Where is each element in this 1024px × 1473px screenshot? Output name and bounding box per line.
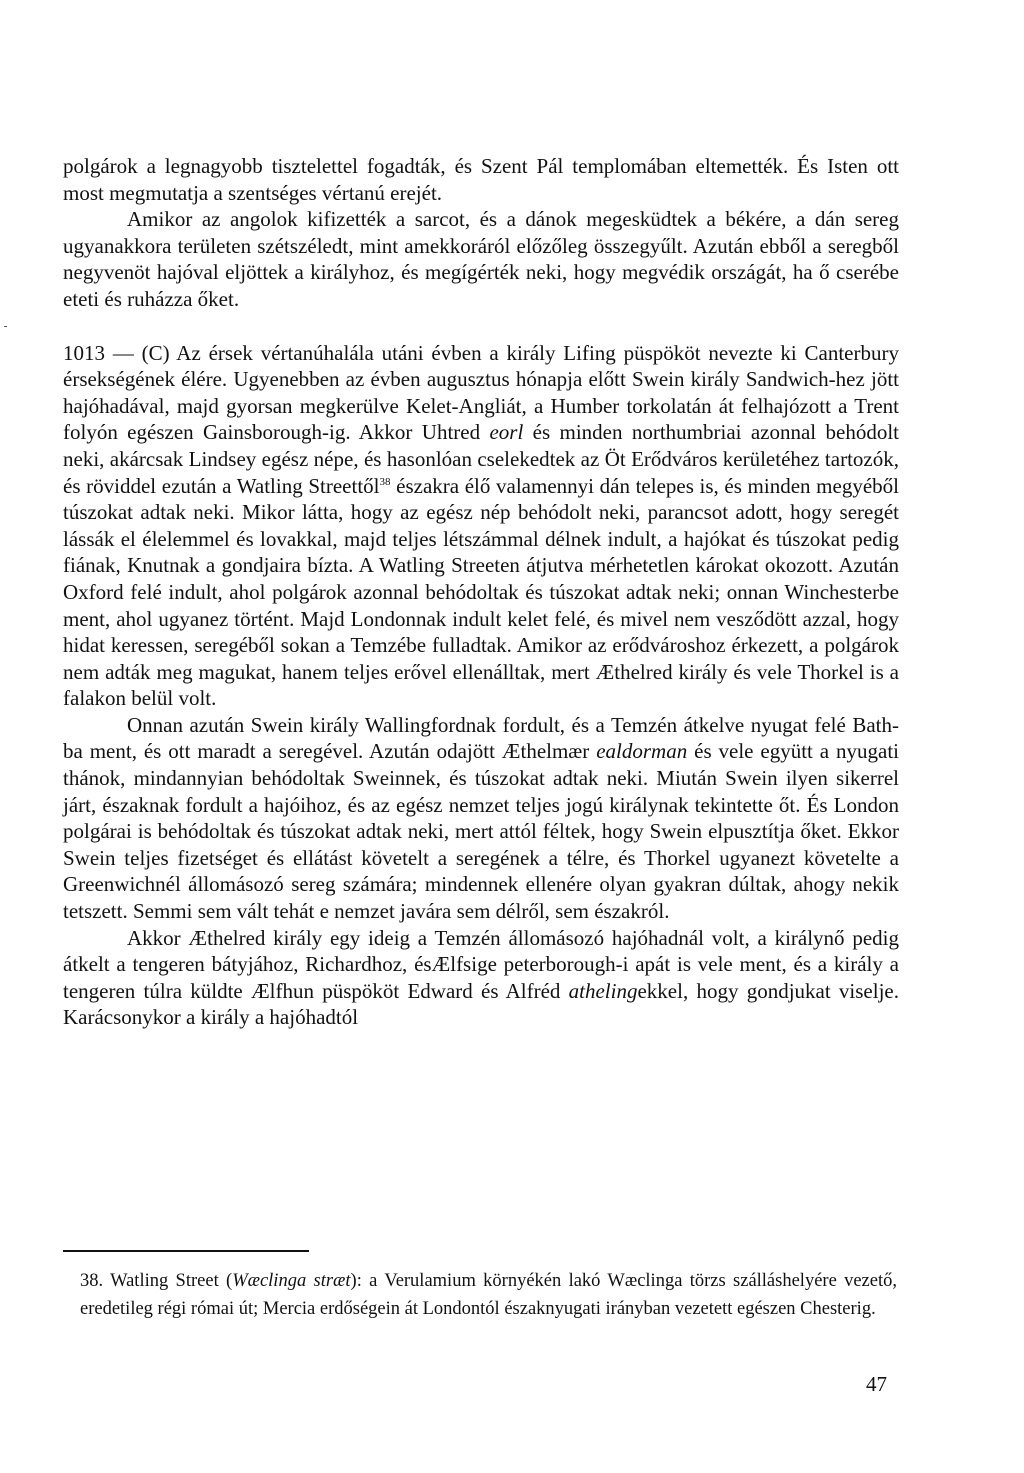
paragraph-5 [63,925,899,1031]
main-text [63,153,899,1031]
paragraph-1: polgárok a legnagyobb tisztelettel fogadták, és Szent Pál templomában eltemették. És Isten ott most megmutatja a szentséges vértanú erejét. [63,154,899,205]
paragraph-3-text-a: 1013 — (C) Az érsek vértanúhalála utáni évben a király Lifing püspököt nevezte ki Canterbury érsekségének élére. Ugyenebben az évben augusztus hónapja előtt Swein király Sandwich-hez jött hajóhadával, majd gyorsan megkerülve Kelet-Angliát, a Humber torkolatán át felhajózott a Trent folyón egészen Gainsborough-ig. Akkor Uhtred [63,340,899,445]
page-number: 47 [866,1372,887,1396]
paragraph-4-text-b: és vele együtt a nyugati thánok, mindannyian behódoltak Sweinnek, és túszokat adtak neki. Miután Swein ilyen sikerrel járt, északnak fordult a hajóihoz, és az egész nemzet teljes jogú királynak tekintette őt. És London polgárai is behódoltak és túszokat adtak neki, mert attól féltek, hogy Swein elpusztítja őket. Ekkor Swein teljes fizetséget és ellátást követelt a seregének a télre, és Thorkel ugyanezt követelte a Greenwichnél állomásozó sereg számára; mindennek ellenére olyan gyakran dúltak, ahogy nekik tetszett. Semmi sem vált tehát e nemzet javára sem délről, sem északról. [63,739,899,924]
footnote-text-b: ): a Verulamium környékén lakó Wæclinga törzs szálláshelyére vezető, eredetileg régi római út; Mercia erdőségein át Londontól északnyugati irányban vezetett egészen Chesterig. [80,1271,897,1319]
italic-term-ealdorman: ealdorman [596,739,688,764]
paragraph-3-text-b: és minden northumbriai azonnal behódolt neki, akárcsak Lindsey egész népe, és hasonlóan cselekedtek az Öt Erődváros kerületéhez tartozók, és röviddel ezután a Watling Streettől [63,420,899,498]
paragraph-4-text-a: Onnan azután Swein király Wallingfordnak fordult, és a Temzén átkelve nyugat felé Bath-ba ment, és ott maradt a seregével. Azután odajött Æthelmær [63,712,899,764]
footnote-divider [63,1250,309,1252]
paragraph-4 [63,712,899,925]
footnote-italic-term: Wæclinga stræt [232,1271,351,1291]
paragraph-3-text-c: északra élő valamennyi dán telepes is, és minden megyéből túszokat adtak neki. Mikor látta, hogy az egész nép behódolt neki, parancsot adott, hogy seregét lássák el élelemmel és lovakkal, majd teljes létszámmal délnek indult, a hajókat és túszokat pedig fiának, Knutnak a gondjaira bízta. A Watling Streeten átjutva mérhetetlen károkat okozott. Azután Oxford felé indult, ahol polgárok azonnal behódoltak és túszokat adtak neki; onnan Winchesterbe ment, ahol ugyanez történt. Majd Londonnak indult kelet felé, és mivel nem vesződött azzal, hogy hidat keressen, seregéből sokan a Temzébe fulladtak. Amikor az erődvároshoz érkezett, a polgárok nem adták meg magukat, hanem teljes erővel ellenálltak, mert Æthelred király és vele Thorkel is a falakon belül volt. [63,473,899,711]
paragraph-3-year-1013 [63,340,899,712]
italic-term-atheling: atheling [568,978,638,1003]
italic-term-eorl: eorl [489,420,524,445]
footnote-reference-38: 38 [379,475,391,488]
footnote-38 [80,1267,897,1323]
margin-mark [4,326,7,327]
paragraph-5-text-b: ekkel, hogy gondjukat viselje. Karácsonykor a király a hajóhadtól [63,978,899,1030]
footnote-text-a: 38. Watling Street ( [80,1271,233,1291]
paragraph-2: Amikor az angolok kifizették a sarcot, és a dánok megesküdtek a békére, a dán sereg ugyanakkora területen szétszéledt, mint amekkoráról előzőleg összegyűlt. Azután ebből a seregből negyvenöt hajóval eljöttek a királyhoz, és megígérték neki, hogy megvédik országát, ha ő cserébe eteti és ruházza őket. [63,207,899,311]
paragraph-5-text-a: Akkor Æthelred király egy ideig a Temzén állomásozó hajóhadnál volt, a királynő pedig átkelt a tengeren bátyjához, Richardhoz, ésÆlfsige peterborough-i apát is vele ment, és a király a tengeren túlra küldte Ælfhun püspököt Edward és Alfréd [63,925,899,1003]
